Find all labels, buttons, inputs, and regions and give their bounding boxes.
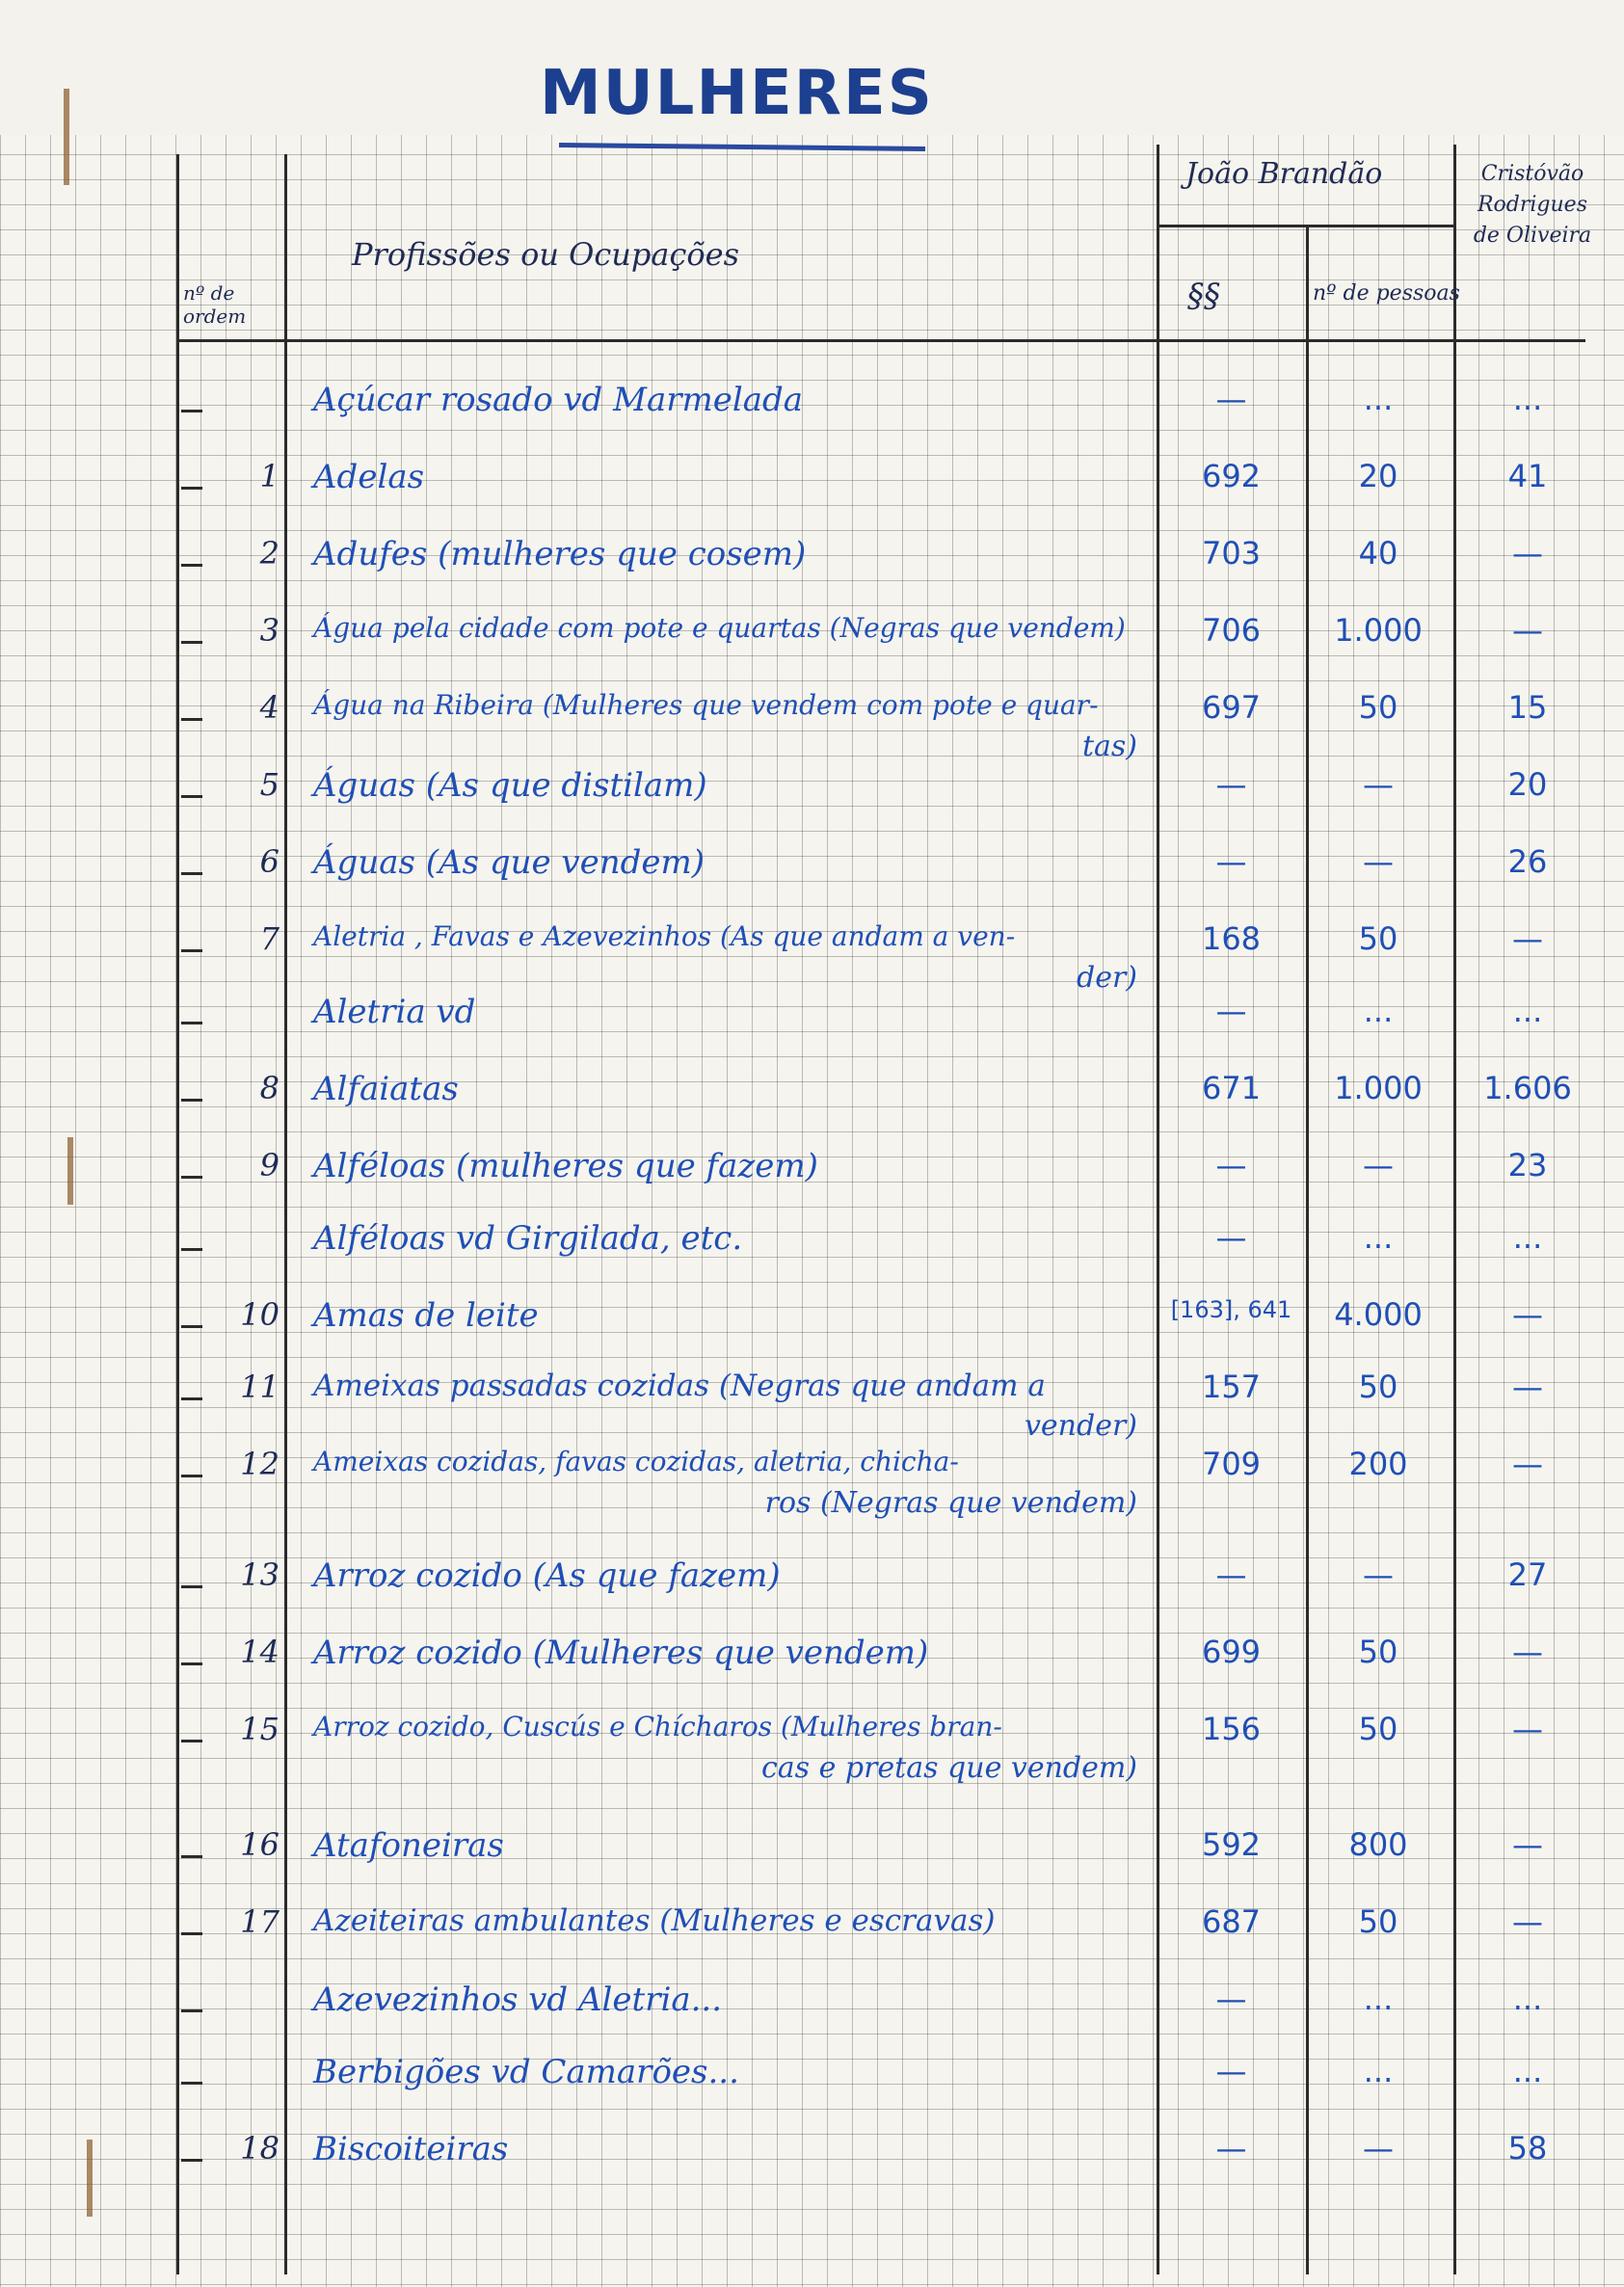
profession-column-rule	[284, 154, 287, 2274]
persons-value: —	[1363, 843, 1394, 880]
cristovao-value: —	[1512, 920, 1543, 957]
cristovao-header: Cristóvão Rodrigues de Oliveira	[1473, 162, 1592, 248]
row-tick	[181, 1022, 202, 1024]
profession-text: Água pela cidade com pote e quartas (Negras que vendem)	[313, 612, 1126, 644]
order-number: 6	[259, 843, 280, 880]
cristovao-value: ...	[1512, 381, 1543, 417]
cristovao-value: —	[1512, 612, 1543, 649]
profession-text: Ameixas passadas cozidas (Negras que andam a	[313, 1369, 1046, 1403]
section-value: 592	[1201, 1826, 1262, 1863]
section-value: 692	[1201, 458, 1262, 494]
persons-value: ...	[1363, 1981, 1394, 2017]
profession-text: Água na Ribeira (Mulheres que vendem com pote e quar-	[313, 689, 1099, 721]
persons-value: 50	[1358, 689, 1398, 726]
section-value: 699	[1201, 1634, 1262, 1670]
order-number: 5	[259, 766, 280, 803]
profession-text: Águas (As que distilam)	[313, 766, 707, 805]
rust-stain	[67, 1137, 73, 1205]
cristovao-value: 58	[1507, 2130, 1548, 2167]
persons-value: 20	[1358, 458, 1398, 494]
order-number: 15	[240, 1711, 280, 1747]
order-number: 9	[259, 1147, 280, 1183]
joao-column-rule	[1157, 145, 1159, 2274]
cristovao-value: 20	[1507, 766, 1548, 803]
section-value: 156	[1201, 1711, 1262, 1747]
order-number: 2	[259, 535, 280, 572]
section-value: [163], 641	[1170, 1296, 1292, 1323]
order-number: 8	[259, 1070, 280, 1106]
profession-text: Açúcar rosado vd Marmelada	[313, 381, 804, 419]
persons-value: 50	[1358, 1634, 1398, 1670]
cristovao-value: —	[1512, 1903, 1543, 1940]
profession-text-continuation: ros (Negras que vendem)	[764, 1486, 1137, 1520]
rust-stain	[64, 89, 69, 185]
persons-value: —	[1363, 2130, 1394, 2167]
section-header: §§	[1187, 277, 1220, 315]
persons-value: 50	[1358, 1711, 1398, 1747]
profession-text: Alféloas (mulheres que fazem)	[313, 1147, 818, 1185]
profession-text: Ameixas cozidas, favas cozidas, aletria, chicha-	[313, 1446, 959, 1477]
header-bottom-rule	[176, 339, 1585, 342]
cristovao-value: 41	[1507, 458, 1548, 494]
persons-value: —	[1363, 1147, 1394, 1183]
section-value: 168	[1201, 920, 1262, 957]
profession-text: Arroz cozido, Cuscús e Chícharos (Mulheres bran-	[313, 1711, 1002, 1742]
order-number: 16	[240, 1826, 280, 1863]
cristovao-value: ...	[1512, 1219, 1543, 1256]
persons-value: —	[1363, 766, 1394, 803]
profession-text-continuation: der)	[1076, 961, 1137, 995]
persons-value: 50	[1358, 920, 1398, 957]
profession-text: Biscoiteiras	[313, 2130, 509, 2168]
persons-header: nº de pessoas	[1313, 281, 1460, 306]
joao-header-rule	[1157, 225, 1453, 227]
order-number: 4	[259, 689, 280, 726]
cristovao-value: —	[1512, 535, 1543, 572]
profession-text: Berbigões vd Camarões...	[313, 2053, 739, 2091]
profession-text: Aletria vd	[313, 993, 476, 1031]
profession-text-continuation: tas)	[1081, 730, 1137, 763]
cristovao-value: —	[1512, 1369, 1543, 1405]
persons-value: ...	[1363, 1219, 1394, 1256]
profession-text: Amas de leite	[313, 1296, 539, 1335]
section-value: —	[1215, 381, 1247, 417]
profession-text: Atafoneiras	[313, 1826, 504, 1865]
order-number: 17	[240, 1903, 280, 1940]
profession-text: Aletria , Favas e Azevezinhos (As que andam a ven-	[313, 920, 1016, 952]
persons-value: ...	[1363, 2053, 1394, 2089]
profession-text: Azeiteiras ambulantes (Mulheres e escravas)	[313, 1903, 996, 1938]
profession-text: Azevezinhos vd Aletria...	[313, 1981, 723, 2019]
persons-value: —	[1363, 1556, 1394, 1593]
persons-value: 1.000	[1334, 1070, 1423, 1106]
section-value: 697	[1201, 689, 1262, 726]
section-value: —	[1215, 993, 1247, 1029]
persons-value: ...	[1363, 381, 1394, 417]
rust-stain	[87, 2140, 93, 2217]
cristovao-value: —	[1512, 1446, 1543, 1482]
section-value: 709	[1201, 1446, 1262, 1482]
section-value: —	[1215, 1556, 1247, 1593]
profession-text: Arroz cozido (As que fazem)	[313, 1556, 781, 1595]
order-number: 3	[259, 612, 280, 649]
row-tick	[181, 1248, 202, 1251]
order-number: 7	[259, 920, 280, 957]
persons-value: 40	[1358, 535, 1398, 572]
cristovao-value: —	[1512, 1826, 1543, 1863]
order-header: nº de ordem	[183, 281, 247, 328]
section-value: —	[1215, 766, 1247, 803]
order-number: 18	[240, 2130, 280, 2167]
section-value: 671	[1201, 1070, 1262, 1106]
persons-value: 200	[1348, 1446, 1408, 1482]
row-tick	[181, 410, 202, 412]
section-value: —	[1215, 1147, 1247, 1183]
page-title: MULHERES	[540, 58, 934, 129]
profession-text-continuation: cas e pretas que vendem)	[760, 1751, 1137, 1785]
persons-value: 50	[1358, 1903, 1398, 1940]
profession-text: Arroz cozido (Mulheres que vendem)	[313, 1634, 929, 1672]
section-value: —	[1215, 2130, 1247, 2167]
profession-text: Alfaiatas	[313, 1070, 459, 1108]
order-number: 13	[240, 1556, 280, 1593]
profession-header: Profissões ou Ocupações	[352, 236, 739, 273]
section-value: 687	[1201, 1903, 1262, 1940]
cristovao-value: —	[1512, 1711, 1543, 1747]
section-value: 706	[1201, 612, 1262, 649]
profession-text: Águas (As que vendem)	[313, 843, 706, 882]
joao-brandao-header: João Brandão	[1185, 157, 1383, 191]
cristovao-value: ...	[1512, 993, 1543, 1029]
row-tick	[181, 2082, 202, 2085]
section-value: —	[1215, 843, 1247, 880]
cristovao-value: —	[1512, 1634, 1543, 1670]
order-number: 14	[240, 1634, 280, 1670]
cristovao-value: 27	[1507, 1556, 1548, 1593]
profession-text: Alféloas vd Girgilada, etc.	[313, 1219, 743, 1258]
section-value: —	[1215, 1219, 1247, 1256]
profession-text: Adelas	[313, 458, 425, 496]
order-number: 11	[240, 1369, 280, 1405]
order-number: 12	[240, 1446, 280, 1482]
row-tick	[181, 2009, 202, 2012]
cristovao-value: 26	[1507, 843, 1548, 880]
section-value: —	[1215, 1981, 1247, 2017]
cristovao-value: ...	[1512, 1981, 1543, 2017]
cristovao-value: 15	[1507, 689, 1548, 726]
persons-value: ...	[1363, 993, 1394, 1029]
persons-value: 1.000	[1334, 612, 1423, 649]
persons-value: 50	[1358, 1369, 1398, 1405]
persons-value: 800	[1348, 1826, 1408, 1863]
section-value: 157	[1201, 1369, 1262, 1405]
cristovao-value: ...	[1512, 2053, 1543, 2089]
profession-text: Adufes (mulheres que cosem)	[313, 535, 807, 573]
section-value: —	[1215, 2053, 1247, 2089]
profession-text-continuation: vender)	[1024, 1409, 1137, 1443]
cristovao-value: 23	[1507, 1147, 1548, 1183]
persons-value: 4.000	[1334, 1296, 1423, 1333]
section-value: 703	[1201, 535, 1262, 572]
order-number: 1	[259, 458, 280, 494]
cristovao-value: —	[1512, 1296, 1543, 1333]
cristovao-value: 1.606	[1483, 1070, 1572, 1106]
order-number: 10	[240, 1296, 280, 1333]
